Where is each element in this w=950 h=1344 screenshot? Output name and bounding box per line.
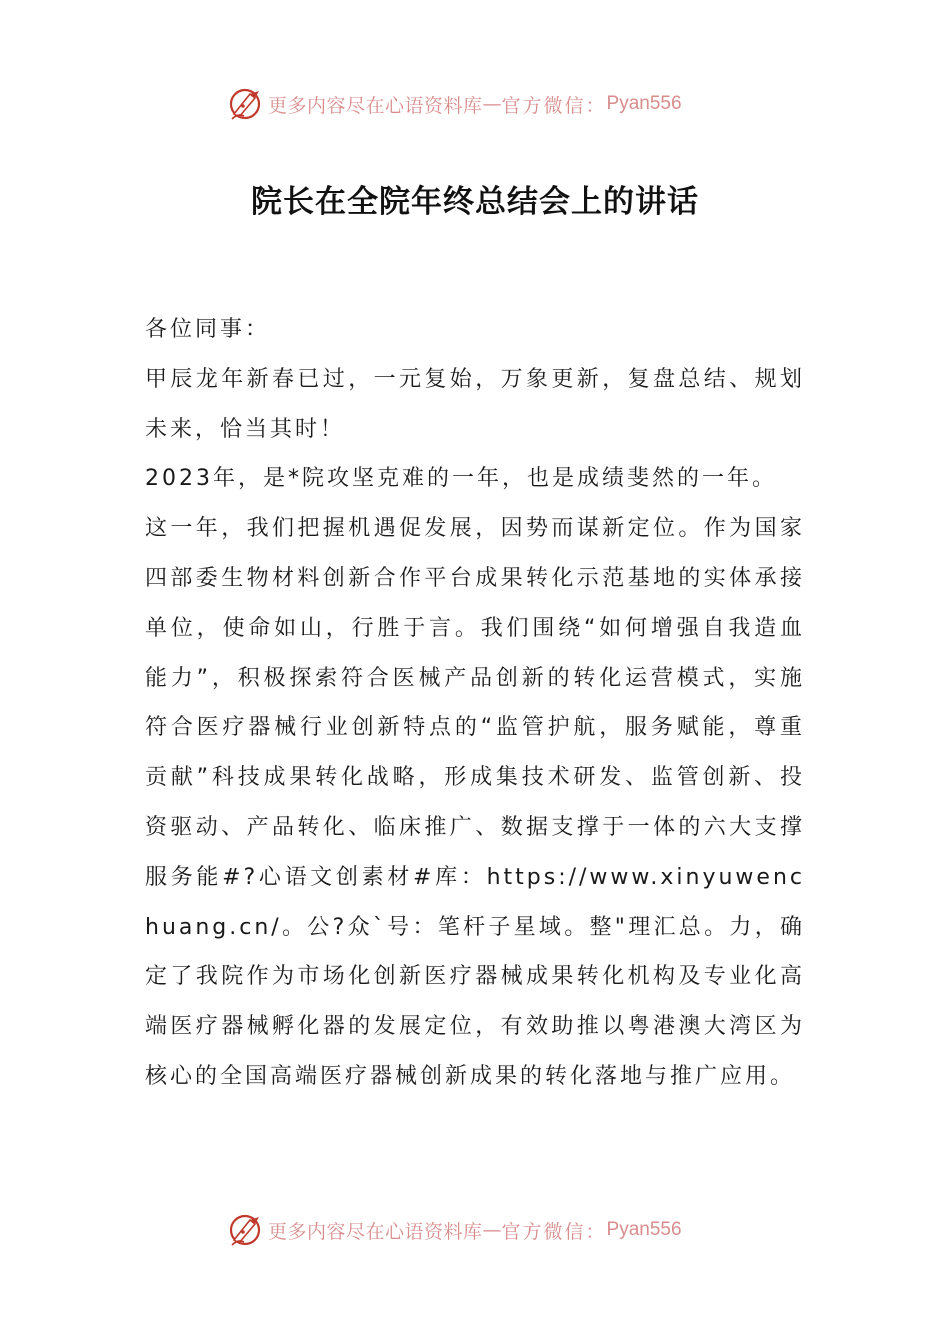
- pen-nib-logo-icon: [228, 1212, 264, 1248]
- document-body: [145, 305, 805, 1102]
- paragraph-year-summary: 2023年，是*院攻坚克难的一年，也是成绩斐然的一年。: [145, 466, 777, 492]
- banner-label: 官方微信：: [501, 1220, 607, 1243]
- banner-label: 官方微信：: [501, 94, 607, 117]
- paragraph-salutation: 各位同事：: [145, 317, 271, 342]
- paragraph-opening: 甲辰龙年新春已过，一元复始，万象更新，复盘总结、规划未来，恰当其时！: [145, 366, 805, 442]
- document-title: 院长在全院年终总结会上的讲话: [251, 184, 699, 220]
- pen-nib-logo-icon: [228, 86, 264, 122]
- banner-separator: —: [482, 1219, 502, 1241]
- banner-text: 更多内容尽在心语资料库: [268, 94, 483, 117]
- banner-separator: —: [482, 93, 502, 115]
- header-banner: [228, 84, 682, 124]
- footer-banner: [228, 1210, 682, 1250]
- banner-wechat-id: Pyan556: [606, 1219, 682, 1240]
- paragraph-positioning: 这一年，我们把握机遇促发展，因势而谋新定位。作为国家四部委生物材料创新合作平台成果转化示范基地的实体承接单位，使命如山，行胜于言。我们围绕“如何增强自我造血能力”，积极探索符合医械产品创新的转化运营模式，实施符合医疗器械行业创新特点的“监管护航，服务赋能，尊重贡献”科技成果转化战略，形成集技术研发、监管创新、投资驱动、产品转化、临床推广、数据支撑于一体的六大支撑服务能#?心语文创素材#库：https://www.xinyuwenchuang.cn/。公?众`号：笔杆子星域。整"理汇总。力，确定了我院作为市场化创新医疗器械成果转化机构及专业化高端医疗器械孵化器的发展定位，有效助推以粤港澳大湾区为核心的全国高端医疗器械创新成果的转化落地与推广应用。: [145, 516, 805, 1089]
- banner-text: 更多内容尽在心语资料库: [268, 1220, 483, 1243]
- banner-wechat-id: Pyan556: [606, 93, 682, 114]
